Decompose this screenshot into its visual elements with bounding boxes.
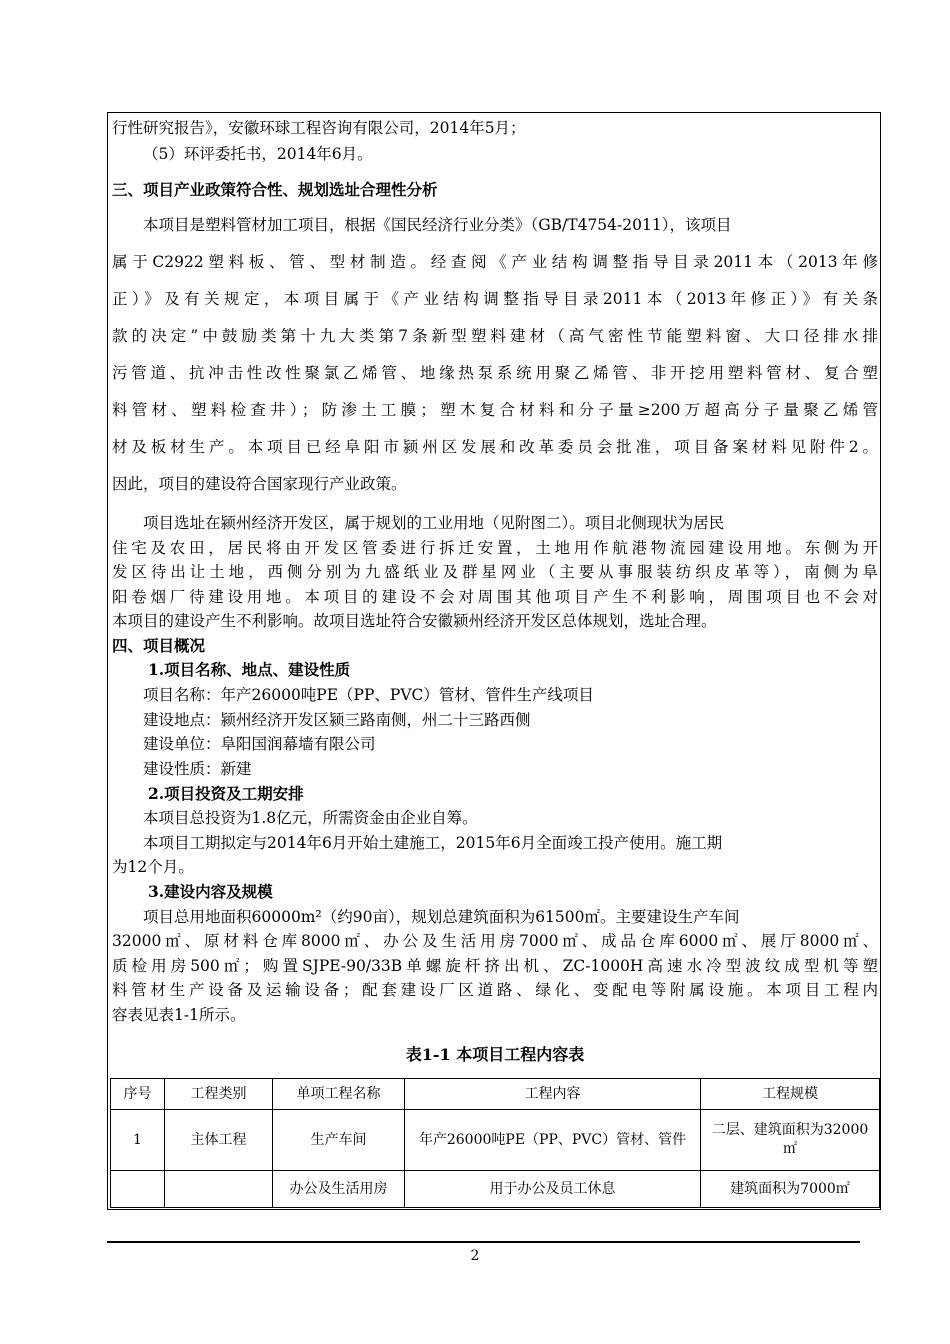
- table-cell: 主体工程: [165, 1110, 273, 1171]
- paragraph-line: 住宅及农田，居民将由开发区管委进行拆迁安置，土地用作航港物流园建设用地。东侧为开: [112, 539, 878, 557]
- section-heading: 四、项目概况: [112, 636, 206, 655]
- paragraph-line: 款的决定”中鼓励类第十九大类第7条新型塑料建材（高气密性节能塑料窗、大口径排水排: [112, 327, 878, 345]
- paragraph-line: （5）环评委托书，2014年6月。: [143, 145, 373, 163]
- column-header: 单项工程名称: [273, 1079, 405, 1110]
- page-number: 2: [470, 1248, 480, 1264]
- table-cell: [111, 1171, 165, 1208]
- column-header: 序号: [111, 1079, 165, 1110]
- paragraph-line: 料管材、塑料检查井）；防渗土工膜；塑木复合材料和分子量≥200万超高分子量聚乙烯管: [112, 401, 878, 419]
- table-cell: [165, 1171, 273, 1208]
- project-nature: 建设性质：新建: [143, 760, 252, 778]
- column-header: 工程内容: [405, 1079, 701, 1110]
- paragraph-line: 属于C2922塑料板、管、型材制造。经查阅《产业结构调整指导目录2011本（2013年修: [112, 253, 878, 271]
- paragraph-line: 项目总用地面积60000m²（约90亩），规划总建筑面积为61500㎡。主要建设生产车间: [143, 908, 740, 926]
- table-caption: 表1-1 本项目工程内容表: [405, 1045, 585, 1064]
- table-cell: 生产车间: [273, 1110, 405, 1171]
- paragraph-line: 正）》及有关规定，本项目属于《产业结构调整指导目录2011本（2013年修正）》有关条: [112, 290, 878, 308]
- paragraph-line: 料管材生产设备及运输设备；配套建设厂区道路、绿化、变配电等附属设施。本项目工程内: [112, 981, 878, 999]
- subsection-heading: 1.项目名称、地点、建设性质: [148, 660, 351, 679]
- paragraph-line: 为12个月。: [112, 858, 194, 876]
- section-heading: 三、项目产业政策符合性、规划选址合理性分析: [112, 180, 438, 199]
- paragraph-line: 质检用房500㎡；购置SJPE-90/33B单螺旋杆挤出机、ZC-1000H高速水冷型波纹成型机等塑: [112, 957, 878, 975]
- paragraph-line: 发区待出让土地，西侧分别为九盛纸业及群星网业（主要从事服装纺织皮革等），南侧为阜: [112, 563, 878, 581]
- project-name: 项目名称：年产26000吨PE（PP、PVC）管材、管件生产线项目: [143, 686, 594, 704]
- paragraph-line: 项目选址在颍州经济开发区，属于规划的工业用地（见附图二）。项目北侧现状为居民: [143, 514, 725, 532]
- paragraph-line: 材及板材生产。本项目已经阜阳市颍州区发展和改革委员会批准，项目备案材料见附件2。: [112, 438, 878, 456]
- paragraph-line: 32000㎡、原材料仓库8000㎡、办公及生活用房7000㎡、成品仓库6000㎡、展厅8000㎡、: [112, 932, 878, 950]
- table-header-row: [111, 1079, 880, 1110]
- table-row: [111, 1171, 880, 1208]
- table-cell: 办公及生活用房: [273, 1171, 405, 1208]
- paragraph-line: 本项目的建设产生不利影响。故项目选址符合安徽颍州经济开发区总体规划，选址合理。: [112, 612, 717, 630]
- paragraph-line: 因此，项目的建设符合国家现行产业政策。: [112, 475, 407, 493]
- column-header: 工程类别: [165, 1079, 273, 1110]
- paragraph-line: 阳卷烟厂待建设用地。本项目的建设不会对周围其他项目产生不利影响，周围项目也不会对: [112, 588, 878, 606]
- footer-divider: [107, 1241, 860, 1243]
- paragraph-line: 本项目是塑料管材加工项目，根据《国民经济行业分类》（GB/T4754-2011），该项目: [143, 216, 732, 234]
- table-row: [111, 1110, 880, 1171]
- paragraph-line: 本项目总投资为1.8亿元，所需资金由企业自筹。: [143, 809, 478, 827]
- project-content-table: [110, 1078, 880, 1208]
- subsection-heading: 3.建设内容及规模: [148, 882, 273, 901]
- project-unit: 建设单位：阜阳国润幕墙有限公司: [143, 735, 376, 753]
- table-cell: 年产26000吨PE（PP、PVC）管材、管件: [405, 1110, 701, 1171]
- table-cell: 1: [111, 1110, 165, 1171]
- table-cell: 二层、建筑面积为32000㎡: [701, 1110, 880, 1171]
- paragraph-line: 污管道、抗冲击性改性聚氯乙烯管、地缘热泵系统用聚乙烯管、非开挖用塑料管材、复合塑: [112, 364, 878, 382]
- project-location: 建设地点：颍州经济开发区颍三路南侧，州二十三路西侧: [143, 711, 531, 729]
- paragraph-line: 本项目工期拟定与2014年6月开始土建施工，2015年6月全面竣工投产使用。施工期: [143, 834, 723, 852]
- table-cell: 建筑面积为7000㎡: [701, 1171, 880, 1208]
- column-header: 工程规模: [701, 1079, 880, 1110]
- paragraph-line: 容表见表1-1所示。: [112, 1006, 246, 1024]
- subsection-heading: 2.项目投资及工期安排: [148, 784, 304, 803]
- table-cell: 用于办公及员工休息: [405, 1171, 701, 1208]
- paragraph-line: 行性研究报告》，安徽环球工程咨询有限公司，2014年5月；: [112, 119, 526, 137]
